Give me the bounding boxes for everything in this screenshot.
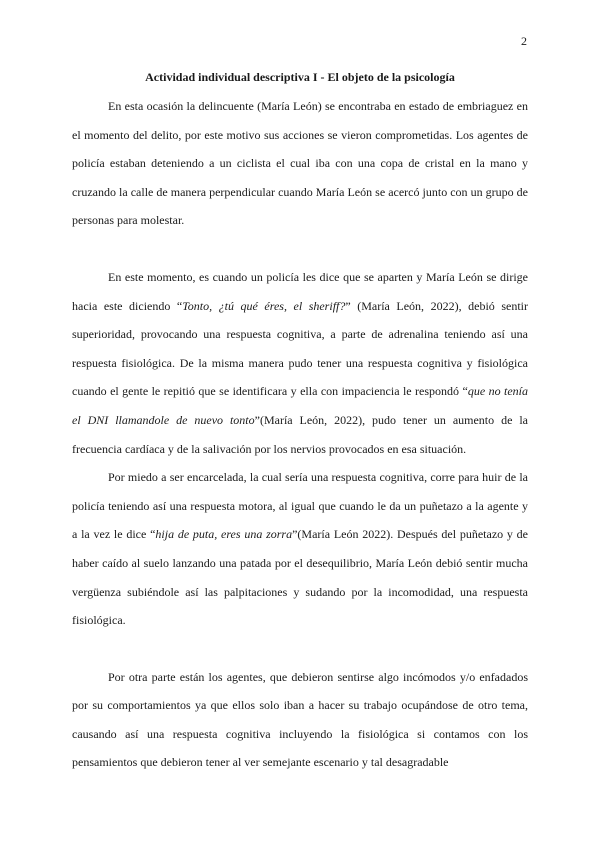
paragraph-2: [72, 263, 528, 463]
paragraph-text: ”(María León, 2022), pudo tener un aumento de la frecuencia cardíaca y de la salivación por los nervios provocados en esa situación.: [72, 412, 528, 456]
quote-text: Tonto, ¿tú qué éres, el sheriff?: [182, 298, 346, 313]
paragraph-4: [72, 663, 528, 777]
paragraph-spacer: [72, 635, 528, 663]
page-number: 2: [521, 34, 527, 48]
paragraph-text: ”(María León 2022). Después del puñetazo y de haber caído al suelo lanzando una patada por el desequilibrio, María León debió sentir mucha vergüenza subiéndole así las palpitaciones y sudando por la incomodidad, una respuesta fisiológica.: [72, 527, 528, 628]
paragraph-1: [72, 92, 528, 235]
paragraph-text: ” (María León, 2022), debió sentir superioridad, provocando una respuesta cognitiva, a parte de adrenalina teniendo así una respuesta fisiológica. De la misma manera pudo tener una respuesta cognitiva y fisiológica cuando el gente le repitió que se identificara y ella con impaciencia le respondó “: [72, 298, 528, 399]
paragraph-text: En este momento, es cuando un policía les dice que se aparten y María León se dirige hacia este diciendo “: [72, 269, 528, 313]
paragraph-3: [72, 463, 528, 635]
document-body: [72, 63, 528, 777]
document-title: Actividad individual descriptiva I - El objeto de la psicología: [145, 70, 455, 84]
paragraph-text: Por otra parte están los agentes, que debieron sentirse algo incómodos y/o enfadados por su comportamientos ya que ellos solo iban a hacer su trabajo ocupándose de otro tema, causando así una respuesta cognitiva incluyendo la fisiológica si contamos con los pensamientos que debieron tener al ver semejante escenario y tal desagradable: [72, 669, 528, 770]
paragraph-text: En esta ocasión la delincuente (María León) se encontraba en estado de embriaguez en el momento del delito, por este motivo sus acciones se vieron comprometidas. Los agentes de policía estaban deteniendo a un ciclista el cual iba con una copa de cristal en la mano y cruzando la calle de manera perpendicular cuando María León se acercó junto con un grupo de personas para molestar.: [72, 99, 528, 228]
quote-text: hija de puta, eres una zorra: [155, 527, 293, 542]
paragraph-spacer: [72, 235, 528, 263]
quote-text: que no tenía el DNI llamandole de nuevo tonto: [72, 384, 528, 427]
paragraph-text: Por miedo a ser encarcelada, la cual sería una respuesta cognitiva, corre para huir de la policía teniendo así una respuesta motora, al igual que cuando le da un puñetazo a la agente y a la vez le dice “: [72, 470, 528, 542]
